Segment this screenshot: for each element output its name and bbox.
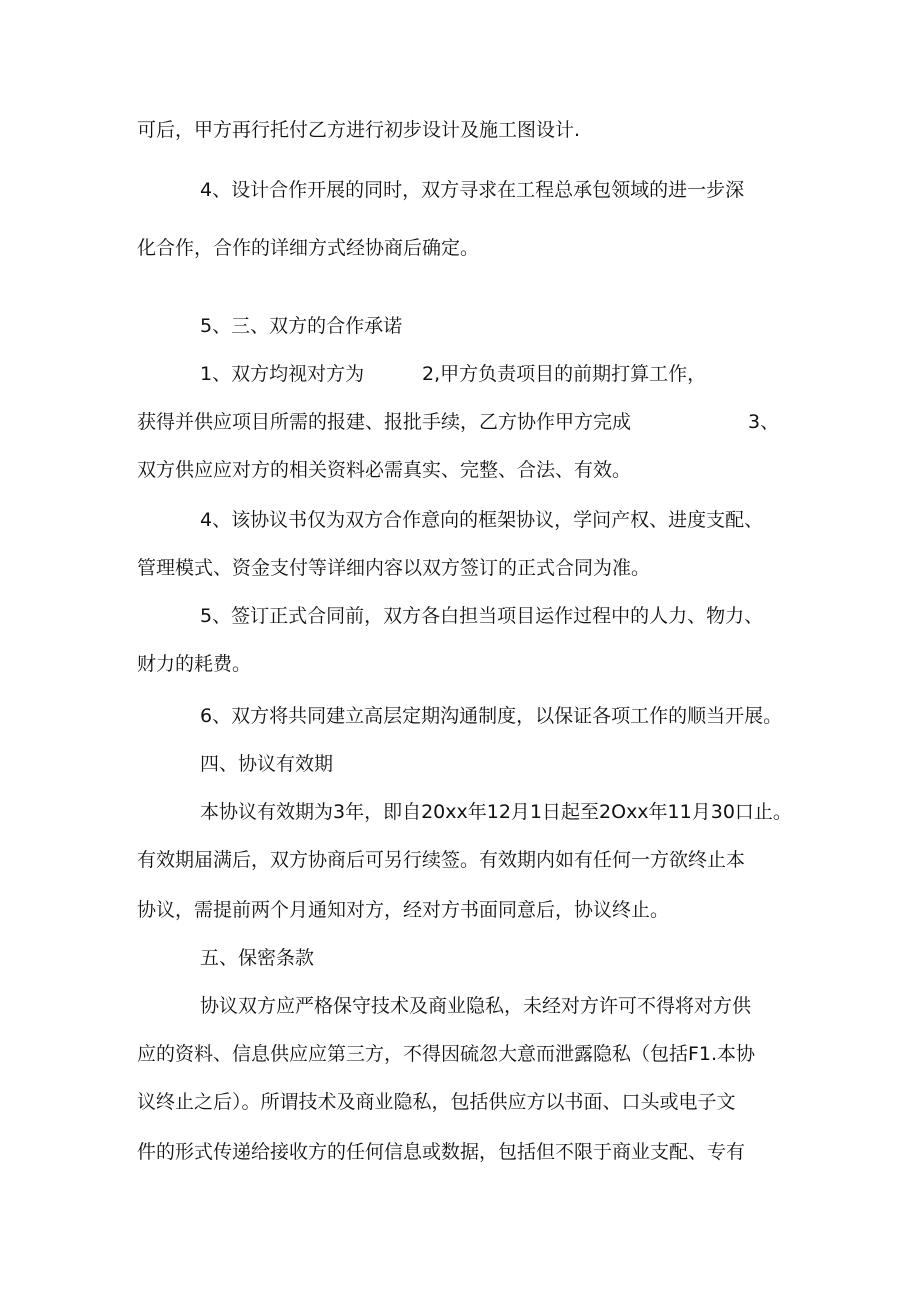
text-line: 管理模式、资金支付等详细内容以双方签订的正式合同为准。 xyxy=(137,557,651,579)
section-heading: 五、保密条款 xyxy=(200,947,315,969)
text-line: 4、设计合作开展的同时，双方寻求在工程总承包领域的进一步深 xyxy=(200,179,745,201)
text-line: 协议，需提前两个月通知对方，经对方书面同意后，协议终止。 xyxy=(137,899,670,921)
text-line: 议终止之后）。所谓技术及商业隐私，包括供应方以书面、口头或电子文 xyxy=(137,1091,736,1113)
text-line: 应的资料、信息供应应第三方，不得因硫忽大意而泄露隐私（包括F1.本协 xyxy=(137,1043,756,1065)
section-heading: 5、三、双方的合作承诺 xyxy=(200,315,403,337)
text-line: 5、签订正式合同前，双方各白担当项目运作过程中的人力、物力、 xyxy=(200,605,764,627)
text-line: 双方供应应对方的相关资料必需真实、完整、合法、有效。 xyxy=(137,459,632,481)
text-line: 件的形式传递给接收方的任何信息或数据，包括但不限于商业支配、专有 xyxy=(137,1141,746,1163)
text-line: 2,甲方负责项目的前期打算工作， xyxy=(422,363,707,385)
text-line: 1、双方均视对方为 xyxy=(200,363,365,385)
text-line: 财力的耗费。 xyxy=(137,653,252,675)
text-line: 协议双方应严格保守技术及商业隐私，未经对方许可不得将对方供 xyxy=(200,995,752,1017)
section-heading: 四、协议有效期 xyxy=(200,753,334,775)
text-line: 有效期届满后，双方协商后可另行续签。有效期内如有任何一方欲终止本 xyxy=(137,849,746,871)
text-line: 4、该协议书仅为双方合作意向的框架协议，学问产权、进度支配、 xyxy=(200,509,764,531)
text-line: 3、 xyxy=(748,411,780,433)
text-line: 本协议有效期为3年，即自20xx年12月1日起至2Oxx年11月30口止。 xyxy=(200,801,792,823)
text-line: 可后，甲方再行托付乙方进行初步设计及施工图设计. xyxy=(137,119,581,141)
text-line: 化合作，合作的详细方式经协商后确定。 xyxy=(137,237,480,259)
text-line: 获得并供应项目所需的报建、报批手续，乙方协作甲方完成 xyxy=(137,411,632,433)
text-line: 6、双方将共同建立高层定期沟通制度，以保证各项工作的顺当开展。 xyxy=(200,705,783,727)
